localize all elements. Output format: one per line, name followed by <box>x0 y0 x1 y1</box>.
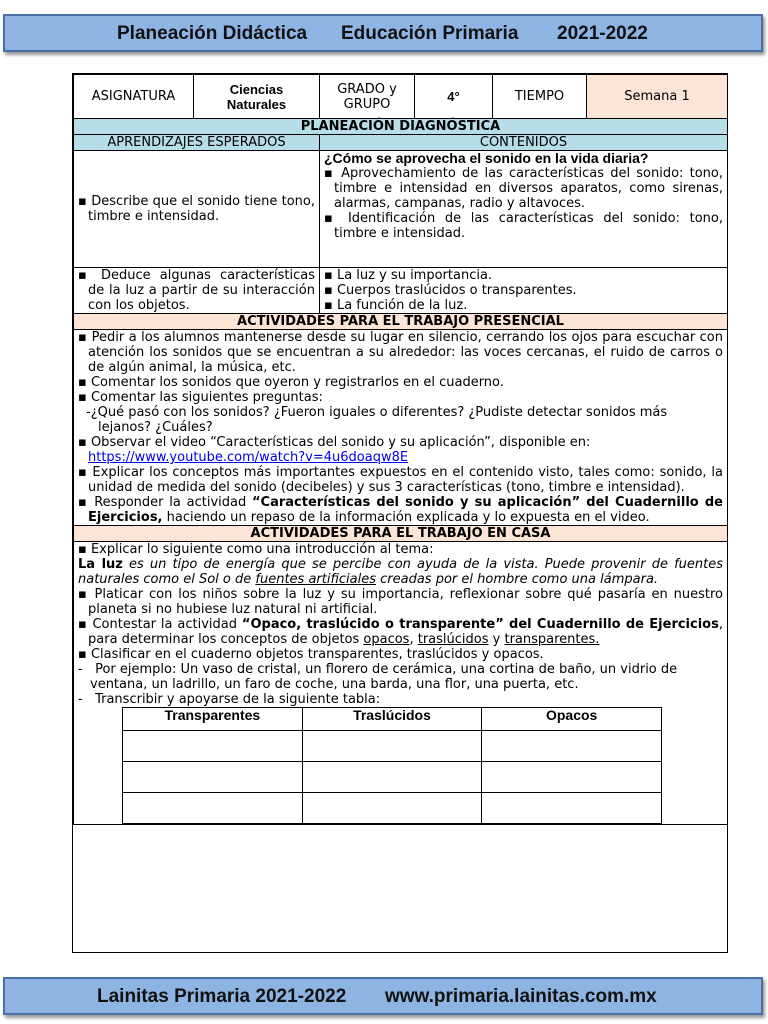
contenidos-cell-2 <box>320 268 728 314</box>
asignatura-label: ASIGNATURA <box>74 75 194 119</box>
empty-cell[interactable] <box>302 762 482 793</box>
activity-subitem: -¿Qué pasó con los sonidos? ¿Fueron iguales o diferentes? ¿Pudiste detectar sonidos más lejanos? ¿Cuáles? <box>86 405 668 435</box>
section-title: PLANEACIÓN DIAGNÓSTICA <box>74 119 728 135</box>
casa-activities <box>74 542 728 825</box>
activity-item: ▪ Contestar la actividad “Opaco, traslúcido o transparente” del Cuadernillo de Ejercicios, para determinar los conceptos de objetos opacos, traslúcidos y transparentes. <box>78 617 723 647</box>
activity-item: ▪ Platicar con los niños sobre la luz y su importancia, reflexionar sobre qué pasaría en nuestro planeta si no hubiese luz natural ni artificial. <box>78 587 723 617</box>
aprendizaje-cell-1 <box>74 151 320 268</box>
education-level: Educación Primaria <box>341 23 519 44</box>
table-row <box>123 793 662 824</box>
contenidos-cell-1 <box>320 151 728 268</box>
activity-item: ▪ Pedir a los alumnos mantenerse desde su lugar en silencio, cerrando los ojos para escuchar con atención los sonidos que se encuentran a su alrededor: las voces cercanas, el ruido de carros o de algún animal, la música, etc. <box>78 330 723 375</box>
empty-cell[interactable] <box>123 793 303 824</box>
grade-value: 4° <box>415 75 493 119</box>
footer-banner <box>3 977 763 1015</box>
activity-subitem: - Transcribir y apoyarse de la siguiente tabla: <box>78 692 381 707</box>
light-definition: La luz es un tipo de energía que se percibe con ayuda de la vista. Puede provenir de fuentes naturales como el Sol o de fuentes artificiales creadas por el hombre como una lámpara. <box>78 557 723 587</box>
subject-name <box>194 75 320 119</box>
lesson-plan-sheet <box>72 73 728 953</box>
subject-line-2: Naturales <box>226 96 287 112</box>
table-row <box>123 731 662 762</box>
grado-line-1: GRADO y <box>337 81 397 97</box>
aprendizajes-header: APRENDIZAJES ESPERADOS <box>74 135 320 151</box>
empty-cell[interactable] <box>123 762 303 793</box>
empty-cell[interactable] <box>302 793 482 824</box>
contenido-item: ▪ Aprovechamiento de las características del sonido: tono, timbre e intensidad en diversos aparatos, como sirenas, alarmas, campanas, radio y altavoces. <box>324 166 723 211</box>
contenido-item: ▪ Cuerpos traslúcidos o transparentes. <box>324 283 577 298</box>
lesson-plan-table <box>73 74 728 825</box>
empty-cell[interactable] <box>302 731 482 762</box>
activity-item: ▪ Comentar las siguientes preguntas: <box>78 390 323 405</box>
empty-cell[interactable] <box>482 731 662 762</box>
school-year: 2021-2022 <box>557 23 648 44</box>
activity-item: ▪ Observar el video “Características del sonido y su aplicación”, disponible en: https://www.youtube.com/watch?v=4u6doaqw8E <box>78 435 591 465</box>
activity-item: ▪ Explicar los conceptos más importantes expuestos en el contenido visto, tales como: sonido, la unidad de medida del sonido (decibeles) y sus 3 características (tono, timbre e intensidad). <box>78 465 723 495</box>
grado-line-2: GRUPO <box>343 96 391 112</box>
empty-cell[interactable] <box>482 762 662 793</box>
activity-subitem: - Por ejemplo: Un vaso de cristal, un florero de cerámica, una cortina de baño, un vidrio de ventana, un ladrillo, un faro de coche, una barda, una flor, una puerta, etc. <box>78 662 678 692</box>
header-banner <box>3 14 763 52</box>
presencial-title: ACTIVIDADES PARA EL TRABAJO PRESENCIAL <box>74 314 728 330</box>
activity-item: ▪ Responder la actividad “Características del sonido y su aplicación” del Cuadernillo de Ejercicios, haciendo un repaso de la información explicada y lo expuesta en el video. <box>78 495 723 525</box>
aprendizaje-item: ▪ Deduce algunas características de la luz a partir de su interacción con los objetos. <box>78 268 315 313</box>
activity-item: ▪ Comentar los sonidos que oyeron y registrarlos en el cuaderno. <box>78 375 504 390</box>
contenidos-header: CONTENIDOS <box>320 135 728 151</box>
footer-url[interactable]: www.primaria.lainitas.com.mx <box>385 986 657 1007</box>
empty-cell[interactable] <box>123 731 303 762</box>
col-transparentes: Transparentes <box>123 708 303 731</box>
aprendizaje-item: ▪ Describe que el sonido tiene tono, timbre e intensidad. <box>78 194 315 224</box>
grado-label <box>320 75 415 119</box>
subject-line-1: Ciencias <box>229 81 284 97</box>
footer-site-name: Lainitas Primaria 2021-2022 <box>97 986 347 1007</box>
casa-title: ACTIVIDADES PARA EL TRABAJO EN CASA <box>74 526 728 542</box>
contenido-item: ▪ La función de la luz. <box>324 298 468 313</box>
col-traslucidos: Traslúcidos <box>302 708 482 731</box>
classification-table <box>122 707 662 824</box>
tiempo-label: TIEMPO <box>493 75 587 119</box>
video-link[interactable]: https://www.youtube.com/watch?v=4u6doaqw8E <box>88 450 409 465</box>
contenido-item: ▪ Identificación de las características del sonido: tono, timbre e intensidad. <box>324 211 723 241</box>
doc-title: Planeación Didáctica <box>117 23 308 44</box>
empty-cell[interactable] <box>482 793 662 824</box>
table-row <box>123 762 662 793</box>
activity-item: ▪ Clasificar en el cuaderno objetos transparentes, traslúcidos y opacos. <box>78 647 544 662</box>
guiding-question: ¿Cómo se aprovecha el sonido en la vida diaria? <box>324 150 649 166</box>
aprendizaje-cell-2 <box>74 268 320 314</box>
contenido-item: ▪ La luz y su importancia. <box>324 268 493 283</box>
presencial-activities <box>74 330 728 526</box>
col-opacos: Opacos <box>482 708 662 731</box>
week-value: Semana 1 <box>587 75 728 119</box>
activity-item: ▪ Explicar lo siguiente como una introducción al tema: <box>78 542 434 557</box>
